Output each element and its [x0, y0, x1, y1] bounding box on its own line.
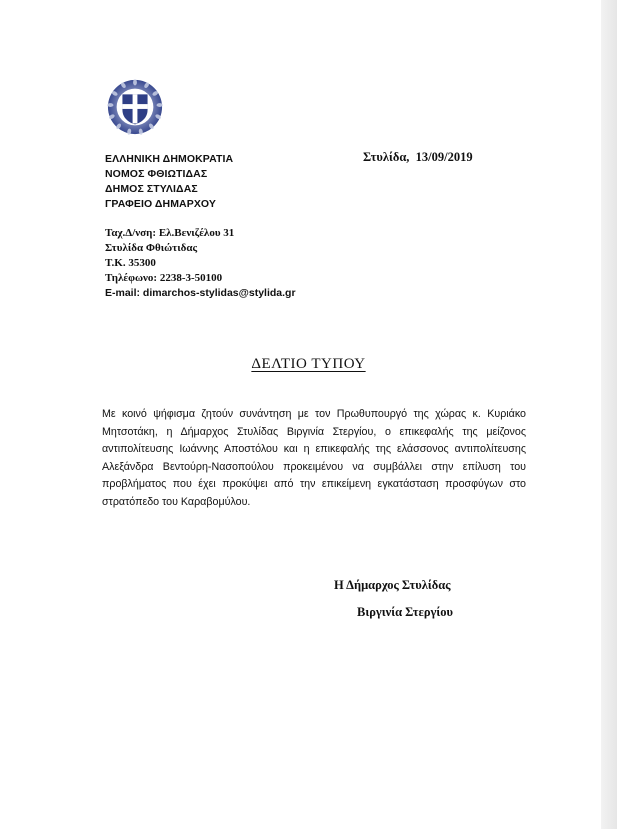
org-line-municipality: ΔΗΜΟΣ ΣΤΥΛΙΔΑΣ — [105, 183, 198, 195]
signature-name: Βιργινία Στεργίου — [357, 605, 454, 619]
place-date: Στυλίδα, 13/09/2019 — [363, 150, 473, 164]
page-edge — [601, 0, 617, 829]
contact-email: E-mail: dimarchos-stylidas@stylida.gr — [105, 287, 296, 299]
press-release-body: Με κοινό ψήφισμα ζητούν συνάντηση με τον Πρωθυπουργό της χώρας κ. Κυριάκο Μητσοτάκη, η Δήμαρχος Στυλίδας Βιργινία Στεργίου, ο επικεφαλής της μείζονος αντιπολίτευσης Ιωάννης Αποστόλου και η επικεφαλής της ελάσσονος αντιπολίτευσης Αλεξάνδρα Βεντούρη-Νασοπούλου προκειμένου να συμβάλλει στην επίλυση του προβλήματος που έχει προκύψει από την επικείμενη εγκατάσταση προσφύγων στο στρατόπεδο του Καραβομύλου. — [102, 408, 526, 508]
org-line-office: ΓΡΑΦΕΙΟ ΔΗΜΑΡΧΟΥ — [105, 198, 217, 210]
organization-header — [105, 152, 233, 212]
contact-block — [105, 226, 296, 301]
document-title: ΔΕΛΤΙΟ ΤΥΠΟΥ — [251, 356, 366, 372]
contact-city: Στυλίδα Φθιώτιδας — [105, 242, 198, 254]
org-line-country: ΕΛΛΗΝΙΚΗ ΔΗΜΟΚΡΑΤΙΑ — [105, 153, 234, 165]
contact-postal-code: Τ.Κ. 35300 — [105, 257, 156, 269]
contact-address: Ταχ.Δ/νση: Ελ.Βενιζέλου 31 — [105, 227, 235, 239]
signature-title: Η Δήμαρχος Στυλίδας — [334, 578, 451, 592]
greek-coat-of-arms-icon — [106, 78, 164, 136]
contact-phone: Τηλέφωνο: 2238-3-50100 — [105, 272, 223, 284]
org-line-prefecture: ΝΟΜΟΣ ΦΘΙΩΤΙΔΑΣ — [105, 168, 208, 180]
